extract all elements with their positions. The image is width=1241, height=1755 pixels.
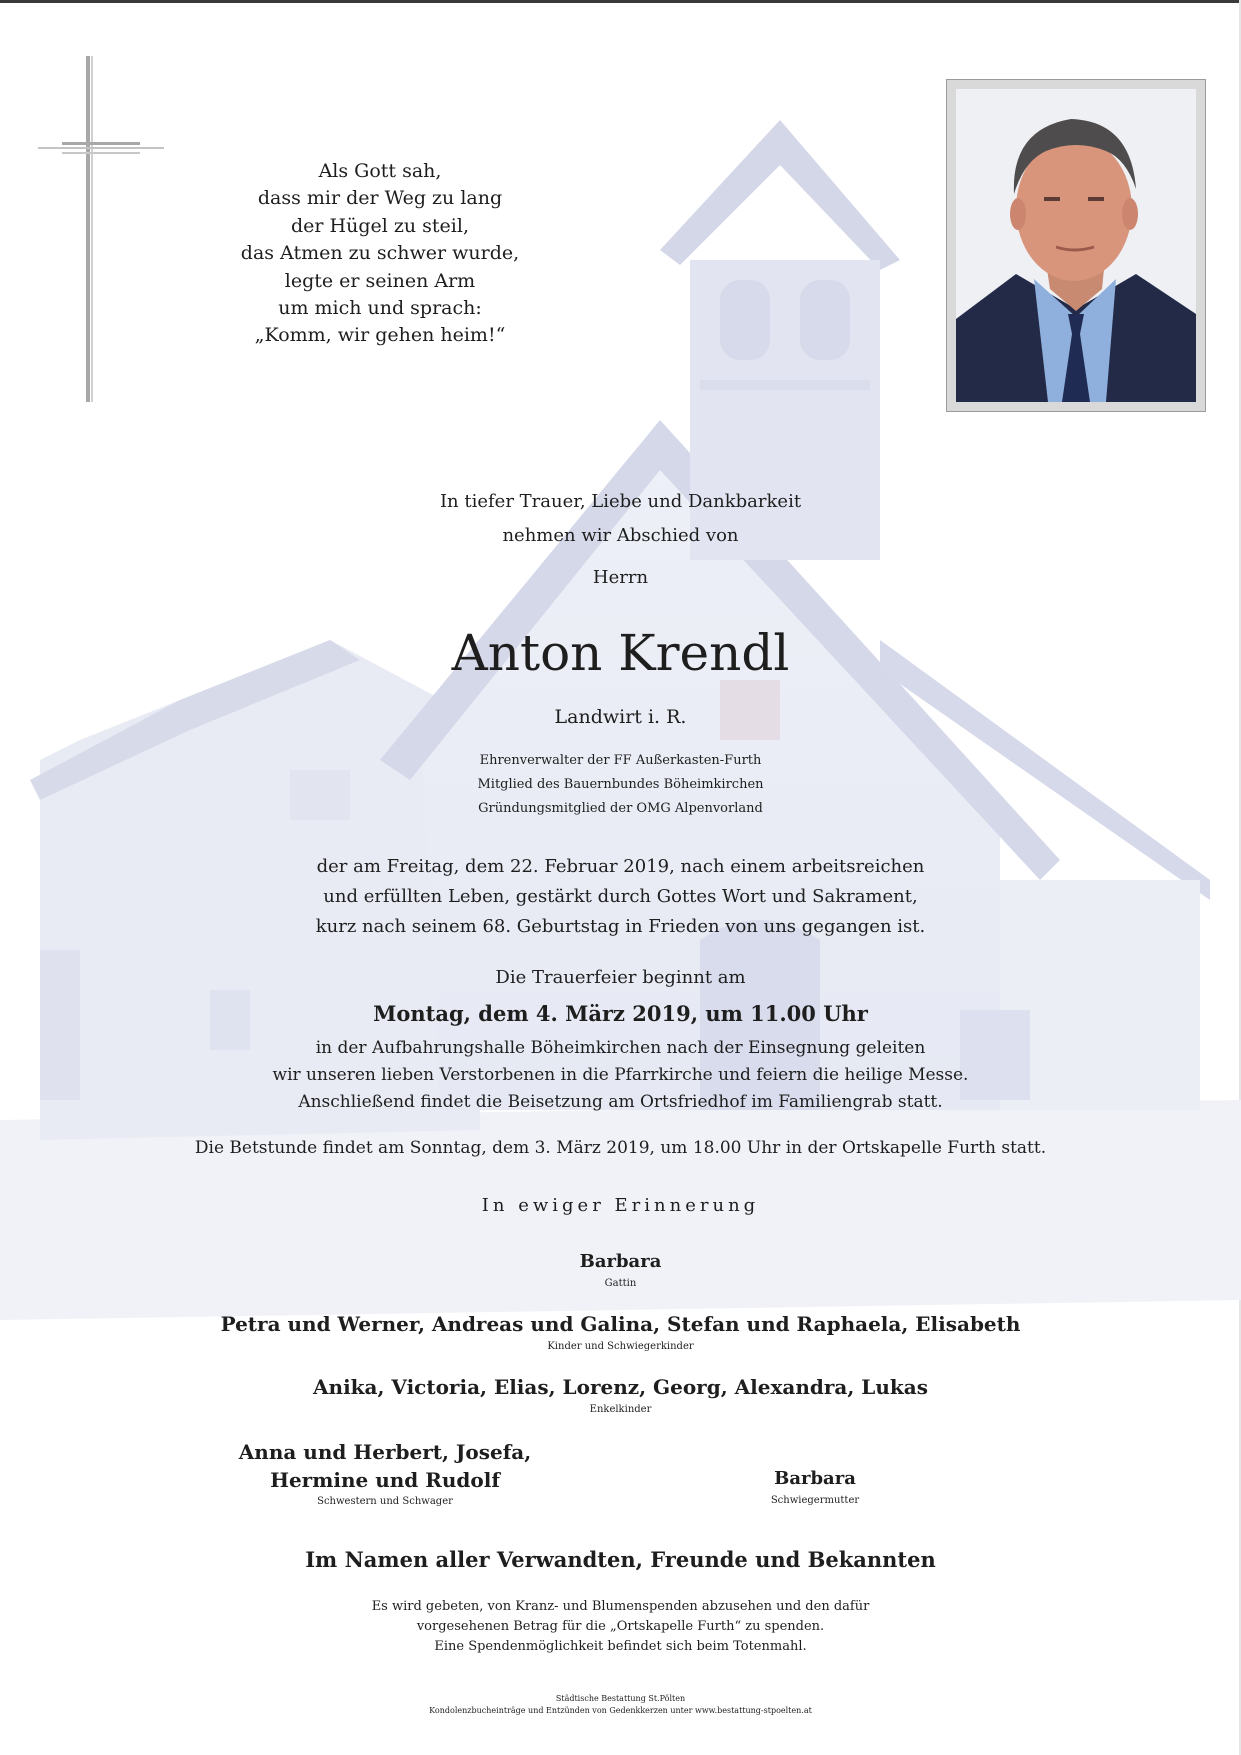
children-names: Petra und Werner, Andreas und Galina, Stefan und Raphaela, Elisabeth <box>220 1312 1021 1336</box>
ceremony-detail-line: wir unseren lieben Verstorbenen in die Pfarrkirche und feiern die heilige Messe. <box>272 1065 969 1085</box>
poem-line: um mich und sprach: <box>278 297 482 320</box>
honor-line: Ehrenverwalter der FF Außerkasten-Furth <box>479 753 762 768</box>
ceremony-intro: Die Trauerfeier beginnt am <box>495 967 746 988</box>
deceased-name: Anton Krendl <box>451 624 790 682</box>
poem-line: Als Gott sah, <box>318 160 442 182</box>
honor-line: Mitglied des Bauernbundes Böheimkirchen <box>477 777 764 792</box>
footer-website-note: Kondolenzbucheinträge und Entzünden von Gedenkkerzen unter www.bestattung-stpoelten.at <box>429 1706 812 1715</box>
salutation: Herrn <box>592 567 649 588</box>
memory-heading: In ewiger Erinnerung <box>481 1195 760 1216</box>
grandchildren-relation: Enkelkinder <box>589 1404 652 1415</box>
children-relation: Kinder und Schwiegerkinder <box>547 1341 694 1352</box>
ceremony-detail-line: in der Aufbahrungshalle Böheimkirchen nach der Einsegnung geleiten <box>315 1038 926 1058</box>
closing-line: Im Namen aller Verwandten, Freunde und Bekannten <box>305 1547 936 1572</box>
donation-line: vorgesehenen Betrag für die „Ortskapelle Furth“ zu spenden. <box>416 1619 825 1634</box>
mother-in-law-relation: Schwiegermutter <box>770 1495 860 1506</box>
spouse-names: Barbara <box>579 1251 662 1272</box>
ceremony-detail-line: Anschließend findet die Beisetzung am Ortsfriedhof im Familiengrab statt. <box>298 1092 943 1112</box>
honor-line: Gründungsmitglied der OMG Alpenvorland <box>478 801 763 816</box>
ceremony-date-time: Montag, dem 4. März 2019, um 11.00 Uhr <box>373 1001 868 1026</box>
siblings-line-2: Hermine und Rudolf <box>270 1468 500 1492</box>
siblings-line-1: Anna und Herbert, Josefa, <box>238 1440 532 1464</box>
death-notice-line: kurz nach seinem 68. Geburtstag in Frieden von uns gegangen ist. <box>315 916 926 937</box>
intro-line-2: nehmen wir Abschied von <box>502 525 739 546</box>
portrait-photo <box>956 89 1196 402</box>
donation-line: Eine Spendenmöglichkeit befindet sich beim Totenmahl. <box>434 1639 807 1654</box>
donation-line: Es wird gebeten, von Kranz- und Blumenspenden abzusehen und den dafür <box>371 1599 870 1614</box>
death-notice-line: und erfüllten Leben, gestärkt durch Gottes Wort und Sakrament, <box>323 886 918 907</box>
intro-line-1: In tiefer Trauer, Liebe und Dankbarkeit <box>439 491 802 512</box>
poem-line: das Atmen zu schwer wurde, <box>240 242 520 265</box>
spouse-relation: Gattin <box>604 1278 637 1289</box>
poem-line: dass mir der Weg zu lang <box>257 187 503 210</box>
poem-line: legte er seinen Arm <box>284 269 476 292</box>
death-notice-line: der am Freitag, dem 22. Februar 2019, nach einem arbeitsreichen <box>316 856 925 877</box>
mother-in-law-names: Barbara <box>774 1468 856 1489</box>
portrait-frame <box>946 79 1206 412</box>
footer-undertaker: Städtische Bestattung St.Pölten <box>555 1694 686 1703</box>
cross-icon <box>38 56 164 402</box>
siblings-relation: Schwestern und Schwager <box>317 1496 453 1507</box>
siblings-block <box>190 1440 580 1507</box>
poem <box>190 158 570 350</box>
poem-line: der Hügel zu steil, <box>291 214 469 237</box>
mother-in-law-block <box>700 1468 930 1506</box>
grandchildren-names: Anika, Victoria, Elias, Lorenz, Georg, Alexandra, Lukas <box>313 1375 928 1399</box>
poem-line: „Komm, wir gehen heim!“ <box>254 324 506 347</box>
prayer-hour: Die Betstunde findet am Sonntag, dem 3. März 2019, um 18.00 Uhr in der Ortskapelle Furth statt. <box>194 1138 1047 1158</box>
deceased-title: Landwirt i. R. <box>554 706 687 728</box>
